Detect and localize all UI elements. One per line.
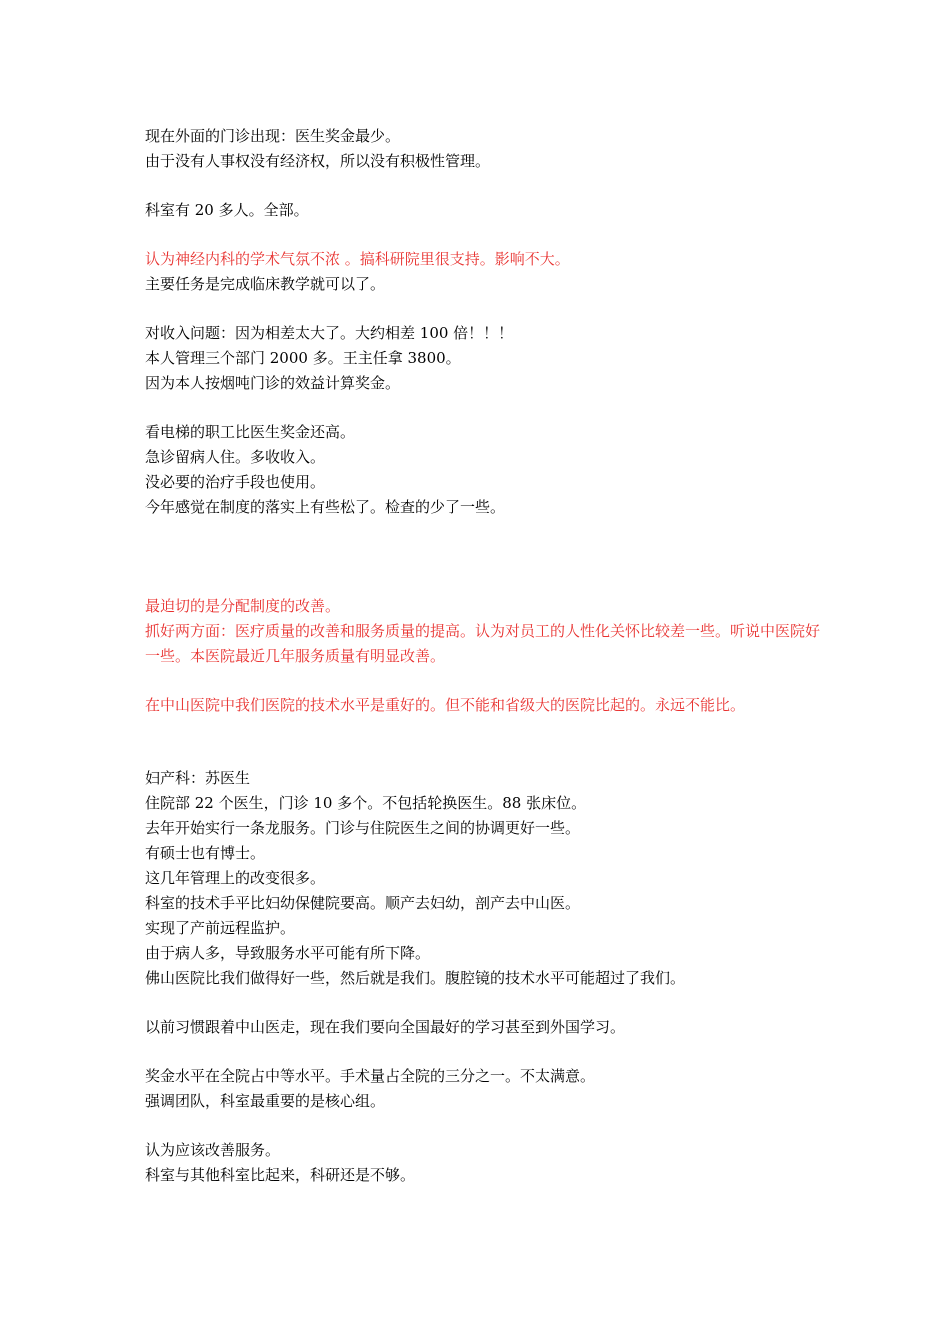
text-line: 实现了产前远程监护。 — [145, 919, 296, 937]
text-line: 奖金水平在全院占中等水平。手术量占全院的三分之一。不太满意。 — [145, 1067, 596, 1085]
text-line: 去年开始实行一条龙服务。门诊与住院医生之间的协调更好一些。 — [145, 819, 581, 837]
text-line: 科室有 20 多人。全部。 — [145, 201, 309, 219]
text-line: 科室与其他科室比起来，科研还是不够。 — [145, 1166, 416, 1184]
text-line: 住院部 22 个医生，门诊 10 多个。不包括轮换医生。88 张床位。 — [145, 794, 587, 812]
text-line: 对收入问题：因为相差太大了。大约相差 100 倍！！！ — [145, 324, 514, 342]
text-line: 现在外面的门诊出现：医生奖金最少。 — [145, 127, 401, 145]
text-line: 看电梯的职工比医生奖金还高。 — [145, 423, 356, 441]
section-heading: 妇产科：苏医生 — [145, 769, 251, 787]
text-line: 本人管理三个部门 2000 多。王主任拿 3800。 — [145, 349, 461, 367]
text-line: 由于没有人事权没有经济权，所以没有积极性管理。 — [145, 152, 491, 170]
text-line: 今年感觉在制度的落实上有些松了。检查的少了一些。 — [145, 498, 506, 516]
text-line: 佛山医院比我们做得好一些，然后就是我们。腹腔镜的技术水平可能超过了我们。 — [145, 969, 686, 987]
text-line: 因为本人按烟吨门诊的效益计算奖金。 — [145, 374, 401, 392]
highlighted-text-line: 认为神经内科的学术气氛不浓 。搞科研院里很支持。影响不大。 — [145, 250, 570, 268]
highlighted-text-line: 在中山医院中我们医院的技术水平是重好的。但不能和省级大的医院比起的。永远不能比。 — [145, 696, 746, 714]
highlighted-text-line: 最迫切的是分配制度的改善。 — [145, 597, 341, 615]
text-line: 由于病人多，导致服务水平可能有所下降。 — [145, 944, 431, 962]
text-line: 没必要的治疗手段也使用。 — [145, 473, 326, 491]
text-line: 以前习惯跟着中山医走，现在我们要向全国最好的学习甚至到外国学习。 — [145, 1018, 626, 1036]
text-line: 这几年管理上的改变很多。 — [145, 869, 326, 887]
highlighted-paragraph: 抓好两方面：医疗质量的改善和服务质量的提高。认为对员工的人性化关怀比较差一些。听说中医院好一些。本医院最近几年服务质量有明显改善。 — [145, 622, 821, 665]
text-line: 主要任务是完成临床教学就可以了。 — [145, 275, 386, 293]
document-page — [145, 124, 825, 1188]
text-line: 强调团队，科室最重要的是核心组。 — [145, 1092, 386, 1110]
text-line: 急诊留病人住。多收收入。 — [145, 448, 326, 466]
text-line: 有硕士也有博士。 — [145, 844, 266, 862]
text-line: 科室的技术手平比妇幼保健院要高。顺产去妇幼，剖产去中山医。 — [145, 894, 581, 912]
text-line: 认为应该改善服务。 — [145, 1141, 281, 1159]
